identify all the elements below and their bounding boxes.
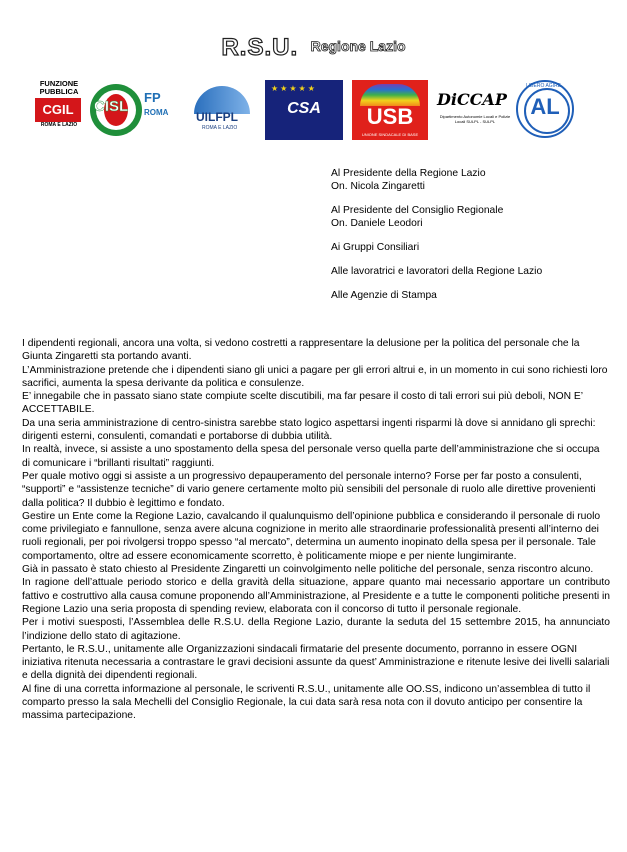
diccap-name: DiCCAP (437, 90, 507, 109)
recipient-group (331, 204, 542, 230)
recipient-line: On. Nicola Zingaretti (331, 181, 425, 192)
diccap-sub: Dipartimento Autonomie Locali e Polizie Locali SULPL - SULPL (439, 114, 511, 124)
cisl-fp: FP (144, 90, 161, 105)
body-paragraph: L’Amministrazione pretende che i dipendenti siano gli unici a pagare per gli errori altrui e, in un momento in cui sono richiesti loro sacrifici, aumenta la spesa derivante da politica e consulenze. (22, 364, 608, 389)
recipient-group (331, 289, 542, 302)
body-paragraph: Già in passato è stato chiesto al Presidente Zingaretti un coinvolgimento nelle politiche del personale, senza riscontro alcuno. (22, 564, 594, 576)
body-paragraph: Da una seria amministrazione di centro-sinistra sarebbe stato logico aspettarsi ingenti risparmi là dove si annidano gli sprechi: dirigenti esterni, consulenti, comandati e portaborse di dubbia utilità. (22, 417, 596, 443)
body-paragraph: E’ innegabile che in passato siano state compiute scelte discutibili, ma far pesare il costo di tali errori sui più deboli, NON E’ ACCETTABILE. (22, 391, 583, 416)
star-icons: ★★★★★ (271, 84, 317, 93)
recipient-group (331, 167, 542, 193)
libero-agire-emblem (516, 80, 574, 138)
cgil-sub: ROMA E LAZIO (40, 122, 78, 128)
recipient-line: Al Presidente del Consiglio Regionale (331, 205, 504, 216)
uil-name: UILFPL (196, 110, 238, 124)
recipient-line: On. Daniele Leodori (331, 218, 423, 229)
usb-logo (352, 80, 428, 140)
cgil-line1: FUNZIONE (39, 79, 79, 88)
cgil-name: CGIL (35, 98, 81, 122)
libero-agire-logo (514, 80, 576, 140)
recipients-block (331, 167, 542, 313)
body-paragraph: In realtà, invece, si assiste a uno spostamento della spesa del personale verso quella parte dell’amministrazione che si occupa di comunicare i “brillanti risultati” raggiunti. (22, 444, 600, 469)
rsu-heading: R.S.U. (221, 34, 299, 61)
cisl-logo (90, 80, 180, 140)
letterhead-title (0, 34, 627, 62)
diccap-logo (435, 80, 513, 140)
usb-sub: UNIONE SINDACALE DI BASE (361, 132, 419, 137)
recipient-line: Alle Agenzie di Stampa (331, 290, 437, 301)
cisl-name: CISL (94, 98, 129, 115)
uil-logo (188, 80, 258, 140)
recipient-line: Al Presidente della Regione Lazio (331, 168, 486, 179)
cisl-roma: ROMA (144, 108, 169, 117)
usb-name: USB (366, 104, 414, 129)
csa-name: CSA (287, 100, 321, 117)
body-paragraph: Per i motivi suesposti, l’Assemblea delle R.S.U. della Regione Lazio, durante la seduta del 15 settembre 2015, ha annunciato l’indizione dello stato di agitazione. (22, 617, 610, 642)
cgil-line2: PUBBLICA (39, 87, 79, 96)
cgil-logo (35, 80, 83, 140)
letter-body (22, 337, 610, 723)
regione-heading: Regione Lazio (310, 38, 406, 54)
body-paragraph: Pertanto, le R.S.U., unitamente alle Organizzazioni sindacali firmatarie del presente documento, porranno in essere OGNI iniziativa ritenuta necessaria a contrastare le gravi decisioni assunte da quest’ Amministrazione e ritenute lesive dei livelli salariali e della dignità dei dipendenti regionali. (22, 643, 610, 682)
body-paragraph: Al fine di una corretta informazione al personale, le scriventi R.S.U., unitamente alle OO.SS, indicono un’assemblea di tutto il comparto presso la sala Mechelli del Consiglio Regionale, la cui data sarà resa nota con il dovuto anticipo per consentire la massima partecipazione. (22, 683, 591, 722)
rainbow-icon (360, 84, 420, 106)
recipient-group (331, 265, 542, 278)
libero-agire-top: LIBERO AGIRE (526, 83, 562, 89)
body-paragraph: I dipendenti regionali, ancora una volta, si vedono costretti a rappresentare la delusione per la politica del personale che la Giunta Zingaretti sta portando avanti. (22, 338, 580, 363)
csa-logo (265, 80, 343, 140)
union-logos (30, 80, 600, 142)
recipient-line: Alle lavoratrici e lavoratori della Regione Lazio (331, 266, 543, 277)
uil-sub: ROMA E LAZIO (202, 125, 238, 131)
body-paragraph: Per quale motivo oggi si assiste a un progressivo depauperamento del personale interno? Forse per far posto a consulenti, “supporti” e “assistenze tecniche” di vario genere certamente molto più sensibili del personale di ruolo alle direttive provenienti dalla politica? Il dubbio è legittimo e fondato. (22, 470, 596, 509)
libero-agire-letter: AL (530, 94, 560, 119)
recipient-line: Ai Gruppi Consiliari (331, 242, 420, 253)
recipient-group (331, 241, 542, 254)
body-paragraph: In ragione dell’attuale periodo storico e della gravità della situazione, appare quanto mai necessario apportare un contributo fattivo e costruttivo alla causa comune proponendo all’Amministrazione, al Presidente e a tutte le componenti politiche presenti in Regione Lazio una seria proposta di spending review, elaborata con il concorso di tutto il personale regionale. (22, 577, 610, 615)
body-paragraph: Gestire un Ente come la Regione Lazio, cavalcando il qualunquismo dell’opinione pubblica e considerando il personale di ruolo come privilegiato e fannullone, senza avere alcuna cognizione in merito alle straordinarie professionalità presenti all’interno dei ruoli regionali, per poi rivolgersi troppo spesso “al mercato”, determina un aumento inopinato della spesa per il personale. Tale comportamento, oltre ad essere economicamente scorretto, è politicamente miope e per niente lungimirante. (22, 510, 601, 562)
